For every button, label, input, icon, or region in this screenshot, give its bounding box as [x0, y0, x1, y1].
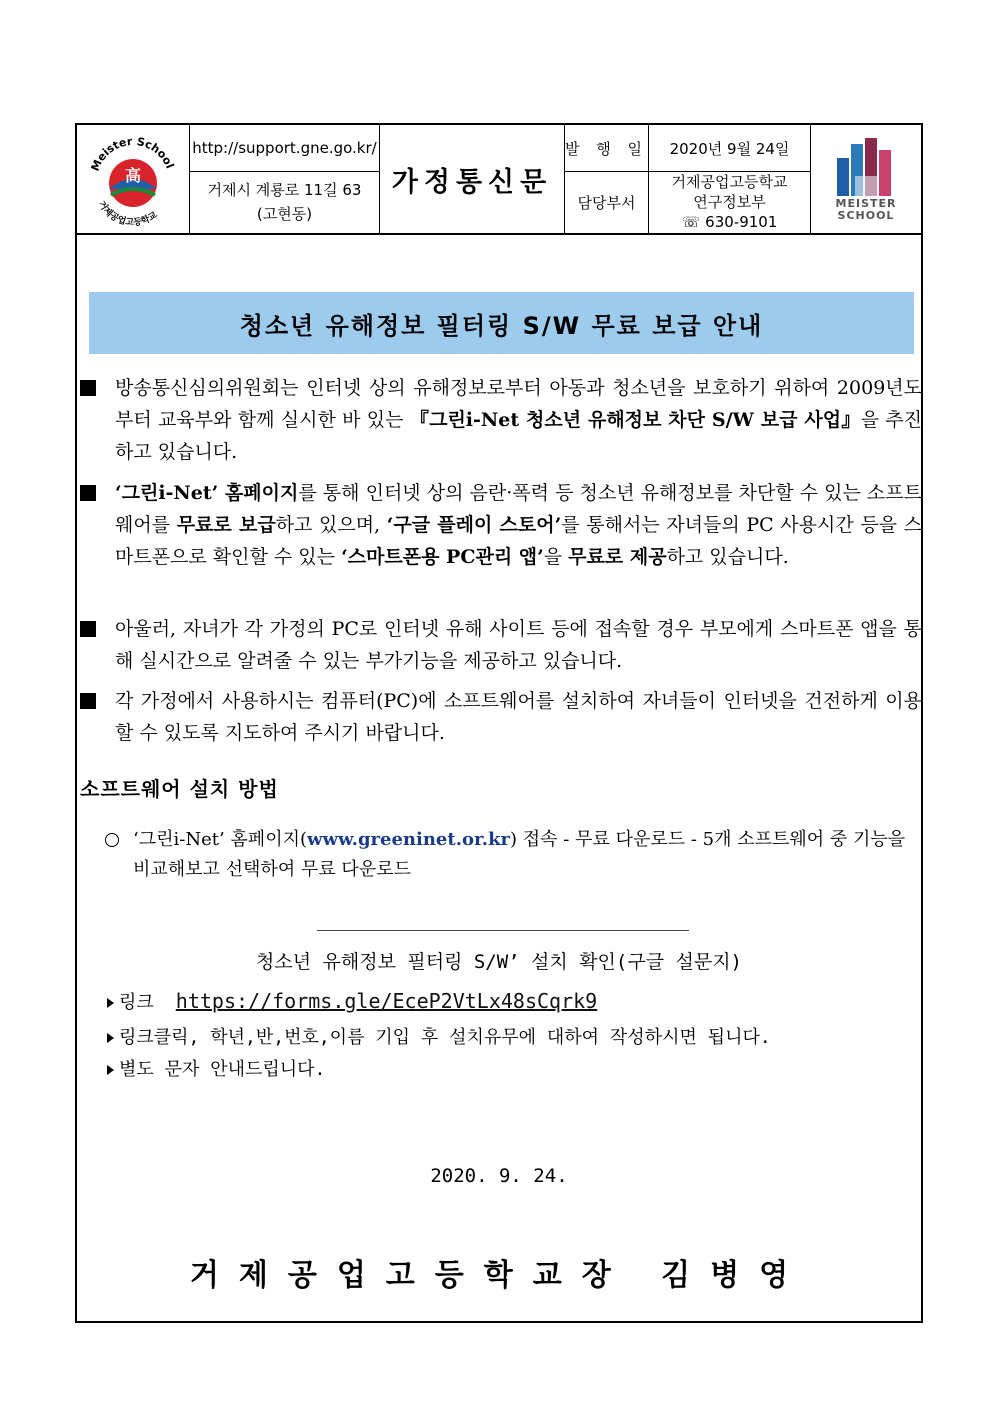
survey-instruction: [107, 1023, 771, 1049]
survey-title: 청소년 유해정보 필터링 S/W’ 설치 확인(구글 설문지): [256, 951, 742, 973]
paragraph-2: [80, 477, 922, 573]
meister-logo-line1: MEISTER: [835, 197, 897, 210]
square-bullet-icon: [80, 621, 96, 637]
p2-text-j: 하고 있습니다.: [666, 546, 789, 568]
address-line-1: 거제시 계룡로 11길 63: [207, 181, 362, 199]
survey-form-link[interactable]: https://forms.gle/EceP2VtLx48sCqrk9: [175, 989, 598, 1013]
p4-text: 각 가정에서 사용하시는 컴퓨터(PC)에 소프트웨어를 설치하여 자녀들이 인터넷을 건전하게 이용할 수 있도록 지도하여 주시기 바랍니다.: [115, 690, 922, 744]
school-logo: [77, 125, 190, 233]
department-school: 거제공업고등학교: [671, 173, 788, 191]
notice-title-banner: 청소년 유해정보 필터링 S/W 무료 보급 안내: [89, 292, 914, 354]
principal-signature: 거제공업고등학교장 김병영: [189, 1258, 809, 1293]
department-info: [649, 171, 811, 233]
header-table: [77, 125, 921, 235]
survey-link-label: 링크: [119, 992, 154, 1013]
issue-date: 2020년 9월 24일: [649, 125, 811, 171]
p1-text-a: 방송통신심의위원회는 인터넷 상의 유해정보로부터 아동과 청소년을 보호하기 위하여 2009년도부터 교육부와 함께 실시한 바 있는: [115, 377, 922, 431]
divider-line: [317, 930, 689, 931]
logo-top-text: Meister School: [88, 134, 177, 174]
header-address: [190, 171, 380, 233]
paragraph-1: [80, 372, 922, 468]
paragraph-3: [80, 613, 922, 677]
logo-center-text: 高: [124, 166, 142, 185]
install-step: [105, 825, 920, 885]
meister-logo-icon: [831, 136, 901, 198]
survey-link-row: [107, 988, 597, 1014]
p2-text-f: 를 통해서는 자녀들의 PC 사용시간 등을 스마트폰으로 확인할 수 있는: [115, 514, 923, 568]
install-text-b: ) 접속 - 무료 다운로드 - 5개 소프트웨어 중 기능을 비교해보고 선택하여 무료 다운로드: [133, 829, 906, 880]
square-bullet-icon: [80, 380, 96, 396]
triangle-bullet-icon: [107, 1033, 114, 1043]
document-title: 가정통신문: [380, 125, 565, 233]
greeninet-link[interactable]: www.greeninet.or.kr: [307, 829, 511, 850]
p2-text-b: 를 통해 인터넷 상의 음란·폭력 등 청소년 유해정보를 차단할 수 있는 소프트웨어를: [115, 482, 922, 536]
survey-notice-text: 별도 문자 안내드립니다.: [119, 1059, 326, 1080]
meister-logo-line2: SCHOOL: [837, 209, 895, 222]
issue-date-label: 발 행 일: [565, 125, 649, 171]
p2-text-a: ‘그린i-Net’ 홈페이지: [115, 482, 299, 504]
meister-school-logo: [811, 125, 921, 233]
install-text-a: ‘그린i-Net’ 홈페이지(: [133, 829, 307, 850]
document-frame: [75, 123, 923, 1323]
logo-bottom-text: 거제공업고등학교: [95, 199, 160, 229]
p1-text-c: 을 추진하고 있습니다.: [115, 409, 922, 463]
square-bullet-icon: [80, 485, 96, 501]
triangle-bullet-icon: [107, 1065, 114, 1075]
p2-text-e: ‘구글 플레이 스토어’: [386, 514, 562, 536]
document-date: 2020. 9. 24.: [430, 1165, 568, 1187]
p2-text-c: 무료로 보급: [176, 514, 276, 536]
p2-text-g: ‘스마트폰용 PC관리 앱’: [341, 546, 544, 568]
address-line-2: (고현동): [256, 205, 313, 223]
paragraph-4: [80, 685, 922, 749]
header-url: http://support.gne.go.kr/: [190, 125, 380, 171]
triangle-bullet-icon: [107, 998, 114, 1008]
survey-notice: [107, 1055, 325, 1081]
p2-text-d: 하고 있으며,: [275, 514, 387, 536]
p3-text: 아울러, 자녀가 각 가정의 PC로 인터넷 유해 사이트 등에 접속할 경우 부모에게 스마트폰 앱을 통해 실시간으로 알려줄 수 있는 부가기능을 제공하고 있습니다.: [115, 618, 922, 672]
install-heading: 소프트웨어 설치 방법: [80, 777, 279, 801]
circle-bullet-icon: [105, 833, 119, 847]
department-label: 담당부서: [565, 171, 649, 233]
square-bullet-icon: [80, 693, 96, 709]
department-phone: ☏ 630-9101: [681, 213, 778, 231]
department-name: 연구정보부: [693, 193, 766, 211]
survey-instruction-text: 링크클릭, 학년,반,번호,이름 기입 후 설치유무에 대하여 작성하시면 됩니다.: [119, 1027, 771, 1048]
p2-text-h: 을: [543, 546, 569, 568]
p2-text-i: 무료로 제공: [568, 546, 667, 568]
p1-text-b: 『그린i-Net 청소년 유해정보 차단 S/W 보급 사업』: [409, 409, 861, 431]
